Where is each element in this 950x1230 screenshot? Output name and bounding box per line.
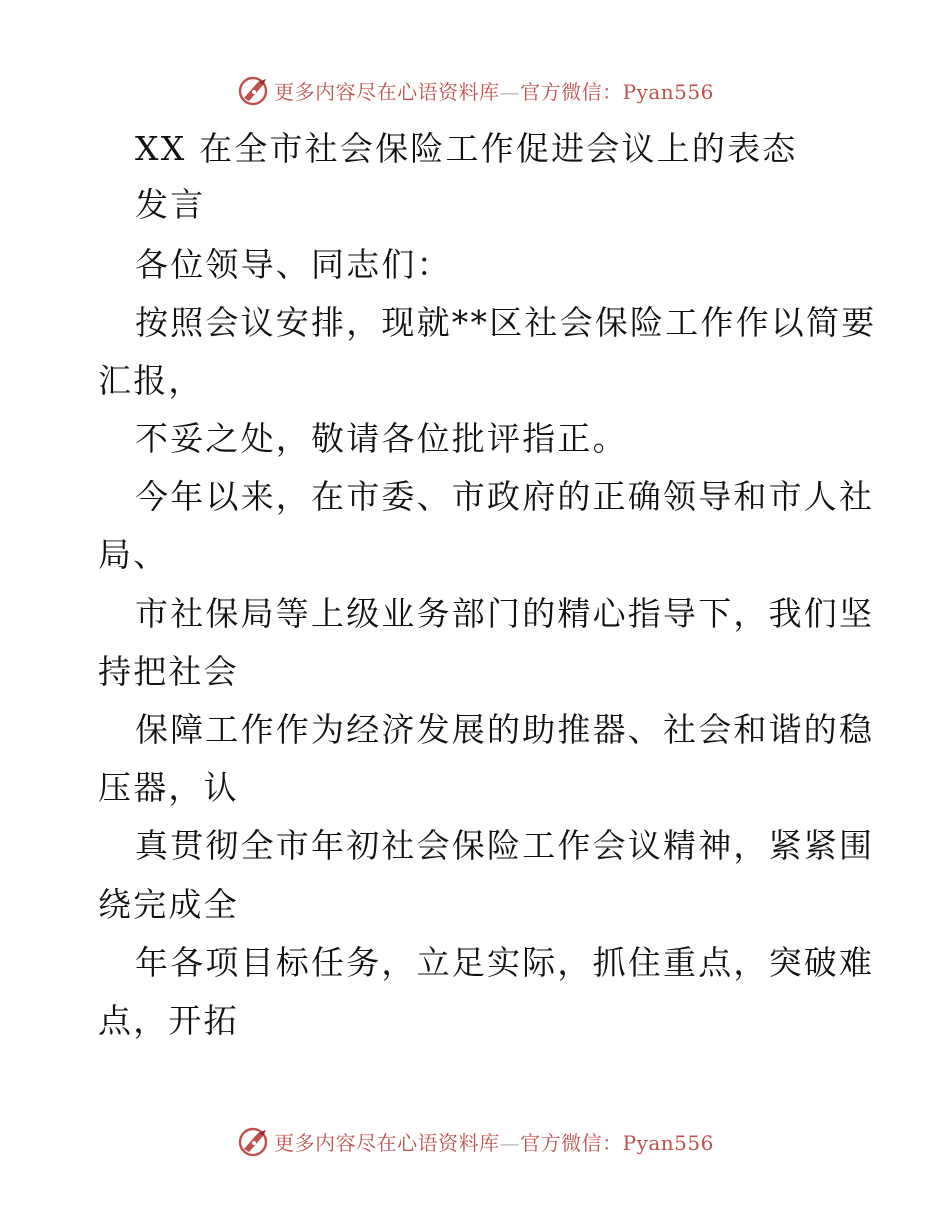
footer-watermark-main: 更多内容尽在心语资料库 [274, 1130, 500, 1155]
paragraph-line: 按照会议安排，现就**区社会保险工作作以简要 [135, 303, 877, 342]
paragraph-line: 今年以来，在市委、市政府的正确领导和市人社 [135, 477, 875, 516]
document-title-line-2: 发言 [135, 185, 206, 224]
paragraph-line: 真贯彻全市年初社会保险工作会议精神，紧紧围 [135, 826, 875, 865]
paragraph-line: 局、 [98, 535, 169, 574]
paragraph-line: 市社保局等上级业务部门的精心指导下，我们坚 [135, 594, 875, 633]
header-watermark-content [236, 73, 714, 107]
footer-watermark-separator: — [499, 1130, 521, 1155]
footer-watermark-text [274, 1127, 714, 1156]
header-watermark-separator: — [499, 79, 521, 104]
paragraph-line: 年各项目标任务，立足实际，抓住重点，突破难 [135, 943, 875, 982]
paragraph-line: 压器，认 [98, 768, 239, 807]
document-title-line-1: XX 在全市社会保险工作促进会议上的表态 [135, 129, 798, 168]
paragraph-line: 持把社会 [98, 652, 239, 691]
footer-watermark-suffix: 官方微信：Pyan556 [520, 1130, 714, 1155]
pen-nib-logo-icon [236, 1124, 270, 1158]
paragraph-line: 保障工作作为经济发展的助推器、社会和谐的稳 [135, 710, 875, 749]
footer-watermark-content [236, 1124, 714, 1158]
salutation: 各位领导、同志们： [135, 245, 452, 284]
header-watermark-main: 更多内容尽在心语资料库 [274, 79, 500, 104]
paragraph-line: 不妥之处，敬请各位批评指正。 [135, 419, 628, 458]
paragraph-line: 点，开拓 [98, 1001, 239, 1040]
paragraph-line: 绕完成全 [98, 885, 239, 924]
header-watermark-text [274, 76, 714, 105]
paragraph-line: 汇报， [98, 361, 204, 400]
header-watermark [0, 70, 950, 110]
footer-watermark [0, 1121, 950, 1161]
pen-nib-logo-icon [236, 73, 270, 107]
header-watermark-suffix: 官方微信：Pyan556 [520, 79, 714, 104]
